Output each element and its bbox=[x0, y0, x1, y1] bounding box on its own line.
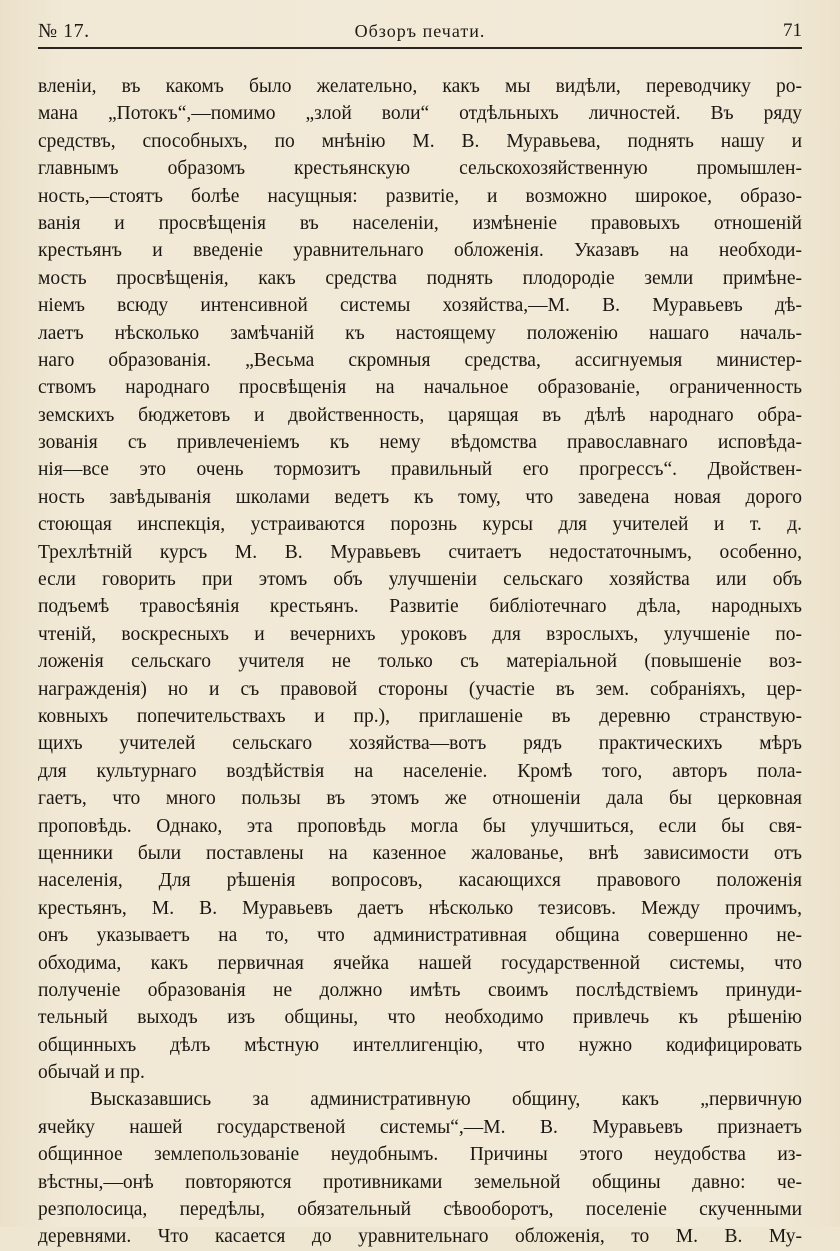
header-rule bbox=[38, 47, 802, 49]
text-line: тельный выходъ изъ общины, что необходимо привлечь къ рѣшенію bbox=[38, 1007, 802, 1029]
text-line: резполосица, передѣлы, обязательный сѣвооборотъ, поселеніе скученными bbox=[38, 1199, 802, 1221]
text-line: награжденія) но и съ правовой стороны (участіе въ зем. собраніяхъ, цер- bbox=[38, 678, 802, 700]
text-line-paragraph-end: обычай и пр. bbox=[38, 1062, 145, 1084]
text-line: главнымъ образомъ крестьянскую сельскохозяйственную промышлен- bbox=[38, 158, 802, 180]
text-line: для культурнаго воздѣйствія на населеніе. Кромѣ того, авторъ пола- bbox=[38, 760, 802, 782]
text-line: обходима, какъ первичная ячейка нашей государственной системы, что bbox=[38, 952, 802, 974]
text-line: общинное землепользованіе неудобнымъ. Причины этого неудобства из- bbox=[38, 1144, 802, 1166]
running-header bbox=[38, 20, 802, 46]
text-line: населенія, Для рѣшенія вопросовъ, касающихся правового положенія bbox=[38, 870, 802, 892]
text-line: зованія съ привлеченіемъ къ нему вѣдомства православнаго исповѣда- bbox=[38, 432, 802, 454]
page-number: 71 bbox=[783, 20, 802, 41]
text-line: вленіи, въ какомъ было желательно, какъ мы видѣли, переводчику ро- bbox=[38, 76, 802, 97]
text-line: полученіе образованія не должно имѣть своимъ послѣдствіемъ принуди- bbox=[38, 979, 802, 1001]
text-line: чтеній, воскресныхъ и вечернихъ уроковъ для взрослыхъ, улучшеніе по- bbox=[38, 623, 802, 645]
text-line: крестьянъ, М. В. Муравьевъ даетъ нѣсколько тезисовъ. Между прочимъ, bbox=[38, 897, 802, 919]
text-line: вѣстны,—онѣ повторяются противниками земельной общины давно: че- bbox=[38, 1171, 802, 1193]
text-line: ность,—стоятъ болѣе насущныя: развитіе, и возможно широкое, образо- bbox=[38, 185, 802, 207]
text-line: проповѣдь. Однако, эта проповѣдь могла бы улучшиться, если бы свя- bbox=[38, 815, 802, 837]
text-line: ложенія сельскаго учителя не только съ матеріальной (повышеніе воз- bbox=[38, 651, 802, 673]
text-line: гаетъ, что много пользы въ этомъ же отношеніи дала бы церковная bbox=[38, 788, 802, 810]
text-line: лаетъ нѣсколько замѣчаній къ настоящему положенію нашаго началь- bbox=[38, 322, 802, 344]
body-text bbox=[38, 73, 802, 1251]
text-line: щихъ учителей сельскаго хозяйства—вотъ рядъ практическихъ мѣръ bbox=[38, 733, 802, 755]
text-line: ніемъ всюду интенсивной системы хозяйства,—М. В. Муравьевъ дѣ- bbox=[38, 295, 802, 317]
text-line: подъемѣ травосѣянія крестьянъ. Развитіе библіотечнаго дѣла, народныхъ bbox=[38, 596, 802, 618]
text-line: если говорить при этомъ объ улучшеніи сельскаго хозяйства или объ bbox=[38, 569, 802, 591]
issue-number: № 17. bbox=[38, 20, 90, 42]
text-line: мость просвѣщенія, какъ средства поднять плодородіе земли примѣне- bbox=[38, 267, 802, 289]
text-line: мана „Потокъ“,—помимо „злой воли“ отдѣльныхъ личностей. Въ ряду bbox=[38, 103, 802, 125]
text-line: нія—все это очень тормозитъ правильный его прогрессъ“. Двойствен- bbox=[38, 459, 802, 481]
text-line: ковныхъ попечительствахъ и пр.), приглашеніе въ деревню странствую- bbox=[38, 705, 802, 727]
text-line: ячейку нашей государственой системы“,—М. В. Муравьевъ признаетъ bbox=[38, 1116, 802, 1138]
text-line: щенники были поставлены на казенное жалованье, внѣ зависимости отъ bbox=[38, 842, 802, 864]
text-line: общинныхъ дѣлъ мѣстную интеллигенцію, что нужно кодифицировать bbox=[38, 1034, 802, 1056]
text-line: Трехлѣтній курсъ М. В. Муравьевъ считаетъ недостаточнымъ, особенно, bbox=[38, 541, 802, 563]
text-line: онъ указываетъ на то, что административная община совершенно не- bbox=[38, 925, 802, 947]
text-line: средствъ, способныхъ, по мнѣнію М. В. Муравьева, поднять нашу и bbox=[38, 130, 802, 152]
text-line: ность завѣдыванія школами ведетъ къ тому, что заведена новая дорого bbox=[38, 486, 802, 508]
section-title: Обзоръ печати. bbox=[354, 21, 486, 41]
text-line: ванія и просвѣщенія въ населеніи, измѣненіе правовыхъ отношеній bbox=[38, 212, 802, 234]
text-line: земскихъ бюджетовъ и двойственность, царящая въ дѣлѣ народнаго обра- bbox=[38, 404, 802, 426]
text-line-paragraph-start: Высказавшись за административную общину, какъ „первичную bbox=[90, 1089, 802, 1111]
text-line: деревнями. Что касается до уравнительнаго обложенія, то М. В. Му- bbox=[38, 1226, 802, 1248]
text-line: наго образованія. „Весьма скромныя средства, ассигнуемыя министер- bbox=[38, 349, 802, 371]
text-line: стоющая инспекція, устраиваются порознь курсы для учителей и т. д. bbox=[38, 514, 802, 536]
text-line: ствомъ народнаго просвѣщенія на начальное образованіе, ограниченность bbox=[38, 377, 802, 399]
text-line: крестьянъ и введеніе уравнительнаго обложенія. Указавъ на необходи- bbox=[38, 240, 802, 262]
